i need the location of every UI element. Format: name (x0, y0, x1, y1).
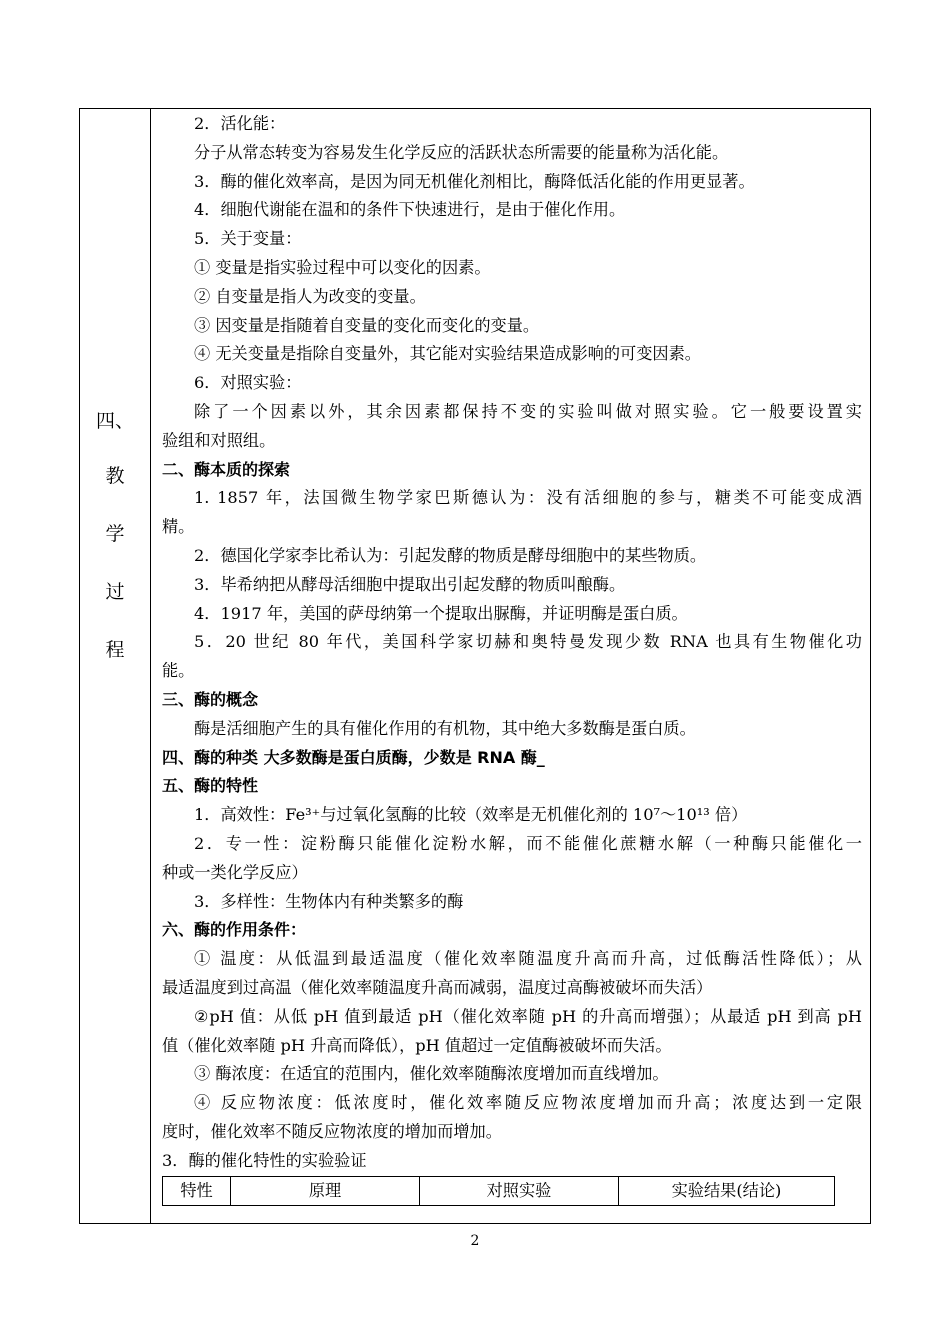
experiment-table-header (162, 1176, 835, 1206)
text-line: 度时，催化效率不随反应物浓度的增加而增加。 (162, 1121, 502, 1141)
text-line: 2．专一性：淀粉酶只能催化淀粉水解，而不能催化蔗糖水解（一种酶只能催化一 (194, 833, 862, 853)
lesson-content (162, 110, 862, 1175)
text-line: 2．德国化学家李比希认为：引起发酵的物质是酵母细胞中的某些物质。 (194, 545, 707, 565)
table-header-cell: 特性 (163, 1177, 231, 1205)
page-number: 2 (470, 1233, 480, 1249)
section-label-char: 过 (105, 581, 125, 603)
column-divider (150, 108, 151, 1224)
text-line: ① 变量是指实验过程中可以变化的因素。 (194, 257, 491, 277)
text-line: 1. 1857 年，法国微生物学家巴斯德认为：没有活细胞的参与，糖类不可能变成酒 (194, 488, 862, 508)
text-line: 3．毕希纳把从酵母活细胞中提取出引起发酵的物质叫酿酶。 (194, 574, 626, 594)
text-line: ④ 反应物浓度：低浓度时，催化效率随反应物浓度增加而升高；浓度达到一定限 (194, 1093, 862, 1113)
text-line: ④ 无关变量是指除自变量外，其它能对实验结果造成影响的可变因素。 (194, 344, 701, 364)
section-heading: 三、酶的概念 (162, 689, 259, 709)
section-label-char: 教 (105, 465, 125, 487)
text-line: ② 自变量是指人为改变的变量。 (194, 286, 426, 306)
text-line: 验组和对照组。 (162, 430, 276, 450)
text-line: ③ 酶浓度：在适宜的范围内，催化效率随酶浓度增加而直线增加。 (194, 1064, 669, 1084)
text-line: 值（催化效率随 pH 升高而降低），pH 值超过一定值酶被破坏而失活。 (162, 1035, 672, 1055)
table-header-cell: 原理 (231, 1177, 420, 1205)
text-line: 最适温度到过高温（催化效率随温度升高而减弱，温度过高酶被破坏而失活） (162, 977, 713, 997)
text-line: 3．酶的催化效率高，是因为同无机催化剂相比，酶降低活化能的作用更显著。 (194, 171, 755, 191)
text-line: 分子从常态转变为容易发生化学反应的活跃状态所需要的能量称为活化能。 (194, 142, 729, 162)
text-line: ① 温度：从低温到最适温度（催化效率随温度升高而升高，过低酶活性降低）；从 (194, 949, 862, 969)
text-line: 种或一类化学反应） (162, 862, 308, 882)
table-header-cell: 对照实验 (420, 1177, 619, 1205)
text-line: 6．对照实验： (194, 373, 302, 393)
text-line: 能。 (162, 661, 195, 681)
section-label-char: 程 (105, 639, 125, 661)
text-line: 除了一个因素以外，其余因素都保持不变的实验叫做对照实验。它一般要设置实 (194, 401, 862, 421)
text-line: 2．活化能： (194, 114, 286, 133)
text-line: 4．1917 年，美国的萨母纳第一个提取出脲酶，并证明酶是蛋白质。 (194, 603, 688, 623)
section-heading: 五、酶的特性 (162, 776, 259, 796)
text-line: ②pH 值：从低 pH 值到最适 pH（催化效率随 pH 的升高而增强）；从最适 pH 到高 pH (194, 1006, 862, 1026)
text-line: 精。 (162, 517, 195, 537)
table-header-cell: 实验结果(结论) (671, 1181, 782, 1200)
section-label-char: 四、 (95, 410, 134, 432)
section-heading: 六、酶的作用条件： (162, 920, 307, 940)
text-line: 1．高效性：Fe³⁺与过氧化氢酶的比较（效率是无机催化剂的 10⁷～10¹³ 倍） (194, 805, 748, 825)
section-label-char: 学 (105, 523, 125, 545)
section-heading: 四、酶的种类 大多数酶是蛋白质酶，少数是 RNA 酶_ (162, 747, 545, 767)
section-heading: 二、酶本质的探索 (162, 459, 291, 479)
section-label (80, 395, 150, 679)
text-line: ③ 因变量是指随着自变量的变化而变化的变量。 (194, 315, 540, 335)
text-line: 3．酶的催化特性的实验验证 (162, 1150, 367, 1170)
text-line: 酶是活细胞产生的具有催化作用的有机物，其中绝大多数酶是蛋白质。 (194, 718, 696, 738)
text-line: 4．细胞代谢能在温和的条件下快速进行，是由于催化作用。 (194, 200, 626, 220)
text-line: 3．多样性：生物体内有种类繁多的酶 (194, 891, 464, 911)
text-line: 5．关于变量： (194, 229, 302, 249)
text-line: 5．20 世纪 80 年代，美国科学家切赫和奥特曼发现少数 RNA 也具有生物催化功 (194, 632, 862, 652)
